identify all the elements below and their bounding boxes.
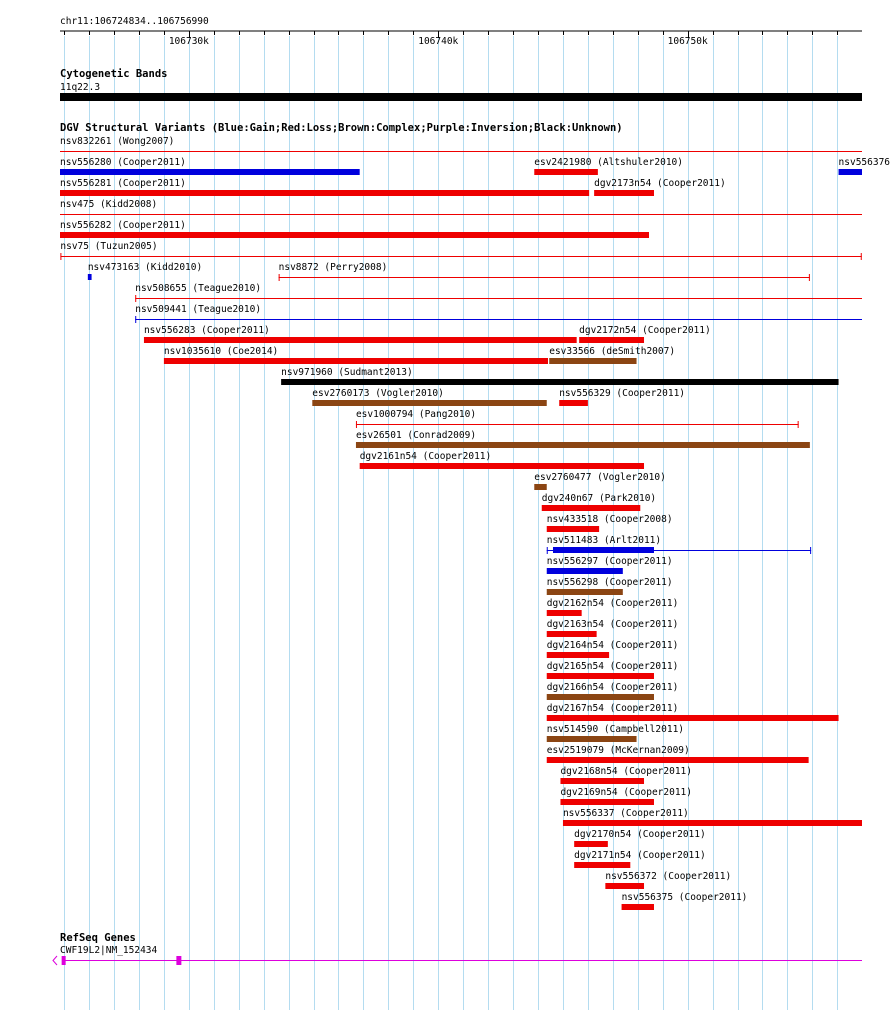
sv-feature-label[interactable]: esv2760477 (Vogler2010) bbox=[534, 472, 666, 483]
gene-exon[interactable] bbox=[62, 956, 66, 965]
gene-label[interactable]: CWF19L2|NM_152434 bbox=[60, 945, 158, 956]
sv-feature-bar[interactable] bbox=[579, 337, 644, 343]
sv-feature-bar[interactable] bbox=[534, 484, 546, 490]
sv-feature-label[interactable]: nsv508655 (Teague2010) bbox=[135, 283, 262, 294]
sv-feature[interactable] bbox=[547, 703, 839, 721]
sv-feature-label[interactable]: dgv2171n54 (Cooper2011) bbox=[574, 850, 706, 861]
sv-feature[interactable] bbox=[281, 367, 838, 385]
sv-feature-label[interactable]: nsv556280 (Cooper2011) bbox=[60, 157, 186, 168]
sv-feature-bar[interactable] bbox=[560, 799, 654, 805]
sv-feature-label[interactable]: dgv2167n54 (Cooper2011) bbox=[546, 703, 679, 714]
sv-feature-label[interactable]: nsv511483 (Arlt2011) bbox=[546, 535, 662, 546]
sv-feature-bar[interactable] bbox=[547, 631, 597, 637]
sv-feature-label[interactable]: nsv475 (Kidd2008) bbox=[60, 199, 158, 210]
ruler bbox=[60, 16, 862, 47]
sv-feature-label[interactable]: nsv556337 (Cooper2011) bbox=[562, 808, 689, 819]
sv-feature-bar[interactable] bbox=[605, 883, 644, 889]
sv-feature[interactable] bbox=[559, 388, 685, 406]
sv-feature-bar[interactable] bbox=[563, 820, 862, 826]
sv-feature[interactable] bbox=[547, 556, 673, 574]
sv-feature-bar[interactable] bbox=[360, 463, 644, 469]
sv-feature-label[interactable]: dgv240n67 (Park2010) bbox=[541, 493, 657, 504]
sv-feature-bar[interactable] bbox=[547, 610, 582, 616]
sv-feature-label[interactable]: dgv2172n54 (Cooper2011) bbox=[579, 325, 711, 336]
sv-feature-label[interactable]: dgv2164n54 (Cooper2011) bbox=[546, 640, 679, 651]
sv-feature-label[interactable]: nsv556375 (Cooper2011) bbox=[621, 892, 748, 903]
sv-feature-label[interactable]: nsv556282 (Cooper2011) bbox=[60, 220, 186, 231]
sv-feature[interactable] bbox=[574, 829, 706, 847]
region-label: chr11:106724834..106756990 bbox=[60, 16, 209, 27]
sv-feature-label[interactable]: dgv2165n54 (Cooper2011) bbox=[546, 661, 679, 672]
cytoband-bar[interactable] bbox=[60, 93, 862, 101]
sv-feature[interactable] bbox=[135, 304, 862, 323]
sv-feature-bar[interactable] bbox=[60, 169, 360, 175]
sv-feature-bar[interactable] bbox=[547, 715, 839, 721]
sv-feature-bar[interactable] bbox=[547, 526, 599, 532]
dgv-track bbox=[60, 122, 890, 910]
sv-feature-bar[interactable] bbox=[559, 400, 588, 406]
sv-feature-label[interactable]: esv2760173 (Vogler2010) bbox=[312, 388, 444, 399]
sv-feature[interactable] bbox=[547, 577, 673, 595]
sv-feature[interactable] bbox=[547, 682, 679, 700]
sv-feature[interactable] bbox=[60, 199, 862, 215]
sv-feature-label[interactable]: dgv2170n54 (Cooper2011) bbox=[574, 829, 706, 840]
sv-feature-label[interactable]: dgv2173n54 (Cooper2011) bbox=[594, 178, 726, 189]
sv-feature-bar[interactable] bbox=[534, 169, 598, 175]
sv-feature-bar[interactable] bbox=[60, 190, 589, 196]
sv-feature-label[interactable]: esv1000794 (Pang2010) bbox=[355, 409, 477, 420]
sv-feature-label[interactable]: nsv556376 bbox=[838, 157, 890, 168]
sv-feature-thick[interactable] bbox=[553, 547, 654, 553]
sv-feature[interactable] bbox=[88, 262, 202, 280]
sv-feature[interactable] bbox=[594, 178, 726, 196]
sv-feature[interactable] bbox=[356, 409, 799, 428]
ruler-tick-label: 106740k bbox=[418, 36, 459, 47]
sv-feature-bar[interactable] bbox=[547, 589, 623, 595]
refseq-track-title: RefSeq Genes bbox=[60, 932, 136, 944]
sv-feature[interactable] bbox=[312, 388, 546, 406]
sv-feature-label[interactable]: dgv2169n54 (Cooper2011) bbox=[560, 787, 693, 798]
ruler-tick-label: 106750k bbox=[667, 36, 708, 47]
sv-feature-label[interactable]: dgv2168n54 (Cooper2011) bbox=[560, 766, 693, 777]
sv-feature-bar[interactable] bbox=[547, 757, 809, 763]
sv-feature[interactable] bbox=[279, 262, 810, 281]
sv-feature-label[interactable]: nsv509441 (Teague2010) bbox=[135, 304, 262, 315]
sv-feature[interactable] bbox=[547, 619, 679, 637]
sv-feature-bar[interactable] bbox=[547, 652, 609, 658]
sv-feature-bar[interactable] bbox=[144, 337, 577, 343]
sv-feature[interactable] bbox=[542, 493, 656, 511]
sv-feature-bar[interactable] bbox=[542, 505, 641, 511]
dgv-features bbox=[60, 136, 890, 910]
sv-feature-label[interactable]: esv2519079 (McKernan2009) bbox=[546, 745, 690, 756]
sv-feature-bar[interactable] bbox=[281, 379, 838, 385]
sv-feature-bar[interactable] bbox=[574, 862, 630, 868]
sv-feature[interactable] bbox=[135, 283, 862, 302]
sv-feature[interactable] bbox=[60, 241, 861, 260]
sv-feature-label[interactable]: nsv433518 (Cooper2008) bbox=[546, 514, 673, 525]
sv-feature-label[interactable]: nsv832261 (Wong2007) bbox=[60, 136, 175, 147]
strand-arrow-icon bbox=[53, 956, 57, 965]
sv-feature-bar[interactable] bbox=[839, 169, 862, 175]
sv-feature-label[interactable]: nsv971960 (Sudmant2013) bbox=[281, 367, 413, 378]
sv-feature-bar[interactable] bbox=[622, 904, 654, 910]
sv-feature-bar[interactable] bbox=[547, 736, 637, 742]
sv-feature[interactable] bbox=[839, 157, 890, 175]
sv-feature-bar[interactable] bbox=[547, 694, 654, 700]
cytoband-track bbox=[60, 68, 862, 101]
sv-feature-label[interactable]: nsv556283 (Cooper2011) bbox=[143, 325, 270, 336]
ruler-tick-label: 106730k bbox=[168, 36, 209, 47]
sv-feature-label[interactable]: dgv2162n54 (Cooper2011) bbox=[546, 598, 679, 609]
sv-feature[interactable] bbox=[547, 514, 673, 532]
sv-feature[interactable] bbox=[60, 178, 589, 196]
sv-feature[interactable] bbox=[60, 220, 649, 238]
sv-feature[interactable] bbox=[164, 346, 548, 364]
refseq-track bbox=[53, 932, 862, 965]
sv-feature-label[interactable]: esv33566 (deSmith2007) bbox=[549, 346, 676, 357]
sv-feature-bar[interactable] bbox=[547, 673, 654, 679]
sv-feature[interactable] bbox=[560, 766, 692, 784]
ruler-ticks bbox=[65, 31, 838, 47]
sv-feature-label[interactable]: esv2421980 (Altshuler2010) bbox=[534, 157, 683, 168]
cytoband-label[interactable]: 11q22.3 bbox=[60, 82, 101, 93]
sv-feature[interactable] bbox=[622, 892, 748, 910]
sv-feature-bar[interactable] bbox=[164, 358, 548, 364]
sv-feature-bar[interactable] bbox=[88, 274, 92, 280]
sv-feature[interactable] bbox=[534, 472, 666, 490]
sv-feature-label[interactable]: esv26501 (Conrad2009) bbox=[355, 430, 477, 441]
sv-feature-label[interactable]: nsv473163 (Kidd2010) bbox=[87, 262, 203, 273]
sv-feature-label[interactable]: nsv514590 (Campbell2011) bbox=[546, 724, 685, 735]
cytoband-track-title: Cytogenetic Bands bbox=[60, 68, 168, 80]
sv-feature-bar[interactable] bbox=[547, 568, 623, 574]
sv-feature[interactable] bbox=[579, 325, 711, 343]
sv-feature-bar[interactable] bbox=[356, 442, 810, 448]
sv-feature-label[interactable]: nsv556329 (Cooper2011) bbox=[559, 388, 686, 399]
gene-model[interactable] bbox=[53, 956, 862, 965]
sv-feature-label[interactable]: nsv556281 (Cooper2011) bbox=[60, 178, 186, 189]
sv-feature-label[interactable]: dgv2161n54 (Cooper2011) bbox=[359, 451, 492, 462]
sv-feature[interactable] bbox=[60, 136, 862, 152]
sv-feature-bar[interactable] bbox=[594, 190, 654, 196]
sv-feature-label[interactable]: dgv2163n54 (Cooper2011) bbox=[546, 619, 679, 630]
sv-feature[interactable] bbox=[547, 745, 809, 763]
sv-feature-bar[interactable] bbox=[60, 232, 649, 238]
sv-feature-bar[interactable] bbox=[549, 358, 636, 364]
sv-feature[interactable] bbox=[605, 871, 731, 889]
sv-feature-bar[interactable] bbox=[560, 778, 644, 784]
sv-feature-label[interactable]: dgv2166n54 (Cooper2011) bbox=[546, 682, 679, 693]
sv-feature-label[interactable]: nsv8872 (Perry2008) bbox=[278, 262, 388, 273]
dgv-track-title: DGV Structural Variants (Blue:Gain;Red:Loss;Brown:Complex;Purple:Inversion;Black:Unknown) bbox=[60, 122, 623, 134]
sv-feature-label[interactable]: nsv556298 (Cooper2011) bbox=[546, 577, 673, 588]
sv-feature-bar[interactable] bbox=[312, 400, 546, 406]
sv-feature[interactable] bbox=[574, 850, 706, 868]
sv-feature-bar[interactable] bbox=[574, 841, 608, 847]
sv-feature[interactable] bbox=[547, 661, 679, 679]
sv-feature[interactable] bbox=[547, 598, 679, 616]
sv-feature[interactable] bbox=[560, 787, 692, 805]
sv-feature-label[interactable]: nsv75 (Tuzun2005) bbox=[60, 241, 158, 252]
sv-feature[interactable] bbox=[547, 535, 811, 554]
gene-exon[interactable] bbox=[176, 956, 181, 965]
sv-feature-label[interactable]: nsv556372 (Cooper2011) bbox=[605, 871, 732, 882]
sv-feature[interactable] bbox=[360, 451, 644, 469]
sv-feature-label[interactable]: nsv1035610 (Coe2014) bbox=[163, 346, 279, 357]
sv-feature-label[interactable]: nsv556297 (Cooper2011) bbox=[546, 556, 673, 567]
sv-feature[interactable] bbox=[563, 808, 862, 826]
sv-feature[interactable] bbox=[356, 430, 810, 448]
sv-feature[interactable] bbox=[144, 325, 577, 343]
sv-feature[interactable] bbox=[547, 640, 679, 658]
sv-feature[interactable] bbox=[549, 346, 675, 364]
sv-feature[interactable] bbox=[534, 157, 683, 175]
